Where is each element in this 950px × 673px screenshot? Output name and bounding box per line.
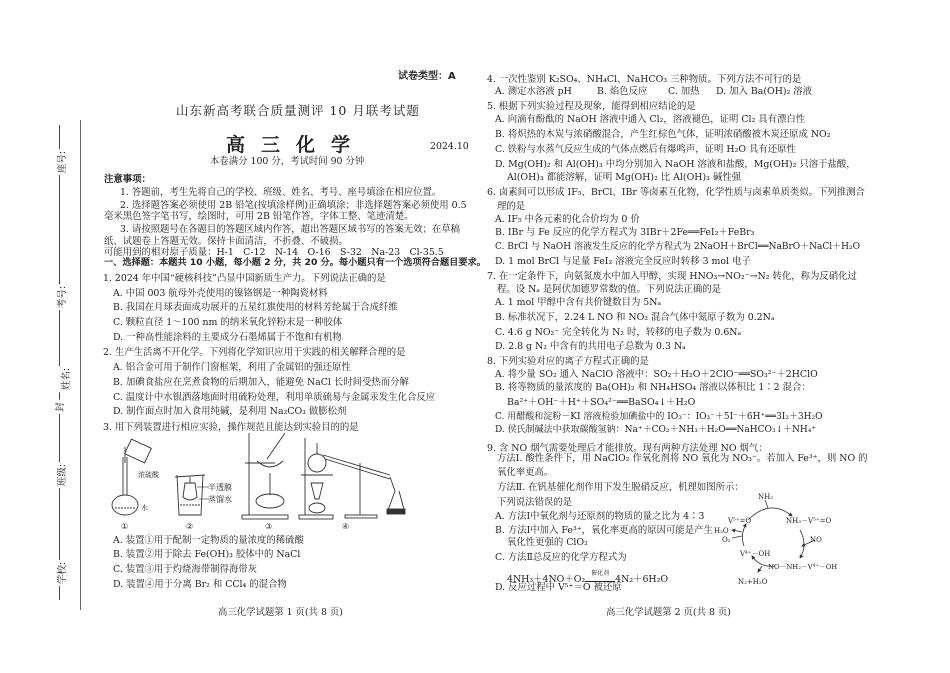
q9-option-d: D. 反应过程中 V⁵⁺＝O 被还原 xyxy=(495,582,622,593)
cycle-arrows xyxy=(732,500,815,572)
equation-reactants: 4NH₃＋4NO＋O₂ xyxy=(507,574,586,585)
q4-option-c: C. 加热 xyxy=(668,86,700,97)
q5-option-d-cont: Al(OH)₃ 都能溶解，证明 Mg(OH)₂ 比 Al(OH)₃ 碱性强 xyxy=(507,172,741,183)
notice-line: 1. 答题前，考生先将自己的学校、班级、姓名、考号、座号填涂在相应位置。 xyxy=(120,187,442,198)
atomic-masses: 可能用到的相对原子质量：H-1 C-12 N-14 O-16 S-32 Na-23 Cl-35.5 xyxy=(104,247,444,258)
apparatus-figure xyxy=(105,433,405,533)
notice-heading: 注意事项： xyxy=(104,174,151,185)
q9-option-b: B. 方法Ⅰ中加入 Fe³⁺，氧化率更高的原因可能是产生 xyxy=(495,525,713,536)
label-apparatus-4: ④ xyxy=(342,522,350,531)
q8-stem: 8. 下列实验对应的离子方程式正确的是 xyxy=(487,356,649,367)
q9-stem: 9. 含 NO 烟气需要处理后才能排放。现有两种方法处理 NO 烟气： xyxy=(487,443,768,454)
label-apparatus-3: ③ xyxy=(265,522,273,531)
q4-stem: 4. 一次性鉴别 K₂SO₄、NH₄Cl、NaHCO₃ 三种物质。下列方法不可行的是 xyxy=(487,74,802,85)
q2-option-b: B. 加碘食盐应在烹煮食物的后期加入，能避免 NaCl 长时间受热而分解 xyxy=(113,377,409,388)
q6-option-a: A. IF₅ 中各元素的化合价均为 0 价 xyxy=(495,214,640,225)
label-apparatus-2: ② xyxy=(186,522,194,531)
score-info: 本卷满分 100 分，考试时间 90 分钟 xyxy=(210,156,365,167)
q3-option-b: B. 装置②用于除去 Fe(OH)₃ 胶体中的 NaCl xyxy=(113,549,301,560)
q5-option-b: B. 将炽热的木炭与浓硝酸混合，产生红棕色气体，证明浓硝酸被木炭还原成 NO₂ xyxy=(495,129,831,140)
q1-stem: 1. 2024 年中国“硬核科技”凸显中国新质生产力。下列说法正确的是 xyxy=(103,273,386,284)
label-apparatus-1: ① xyxy=(121,522,129,531)
q6-stem-cont: 理的是 xyxy=(497,201,526,212)
exam-date: 2024.10 xyxy=(430,141,469,152)
class-label: 班级: xyxy=(54,462,68,488)
q9-option-c: C. 方法Ⅱ总反应的化学方程式为 xyxy=(495,552,627,563)
q1-option-a: A. 中国 003 航母外壳使用的镍铬钢是一种陶瓷材料 xyxy=(113,288,328,299)
q6-option-d: D. 1 mol BrCl 与足量 FeI₂ 溶液完全反应时转移 3 mol 电子 xyxy=(495,256,751,267)
q9-method-1-cont: 氧化率更高。 xyxy=(497,467,554,478)
q7-option-b: B. 标准状况下，2.24 L NO 和 NO₂ 混合气体中氮原子数为 0.2Nₐ xyxy=(495,312,775,323)
label-v4-oh: V⁴⁺－OH xyxy=(740,550,771,558)
q2-option-d: D. 制作面点时加入食用纯碱，是利用 Na₂CO₃ 做膨松剂 xyxy=(113,406,347,417)
q7-option-c: C. 4.6 g NO₂⁻ 完全转化为 N₂ 时，转移的电子数为 0.6Nₐ xyxy=(495,327,742,338)
label-complex: NO－NH₂－V⁴⁺－OH xyxy=(768,563,838,571)
fill-line xyxy=(59,125,60,600)
q3-option-a: A. 装置①用于配制一定物质的量浓度的稀硫酸 xyxy=(113,535,304,546)
q4-option-d: D. 加入 Ba(OH)₂ 溶液 xyxy=(716,86,813,97)
q5-option-a: A. 向滴有酚酞的 NaOH 溶液中通入 Cl₂，溶液褪色，证明 Cl₂ 具有漂白性 xyxy=(495,114,806,125)
q7-option-d: D. 2.8 g N₂ 中含有的共用电子总数为 0.3 Nₐ xyxy=(495,341,686,352)
q8-option-a: A. 将少量 SO₂ 通入 NaClO 溶液中：SO₂＋H₂O＋2ClO⁻══SO₃²⁻＋2HClO xyxy=(495,369,818,380)
label-o2: O₂ xyxy=(722,536,731,544)
subject-title: 高三化学 xyxy=(226,134,367,156)
label-water: 水 xyxy=(141,504,148,512)
label-no: NO xyxy=(810,536,822,544)
notice-line: 纸、试题卷上答题无效。保持卡面清洁，不折叠、不破损。 xyxy=(104,236,348,247)
label-distilled-water: 蒸馏水 xyxy=(208,495,232,504)
q5-option-d: D. Mg(OH)₂ 和 Al(OH)₃ 中均分别加入 NaOH 溶液和盐酸，Mg(OH)₂ 只溶于盐酸， xyxy=(495,159,856,170)
q1-option-b: B. 我国在月球表面成功展开的五星红旗使用的材料芳纶属于合成纤维 xyxy=(113,302,398,313)
notice-line: 2. 选择题答案必须使用 2B 铅笔(按填涂样例)正确填涂；非选择题答案必须使用 0.5 xyxy=(120,200,467,211)
dialysis-beaker-icon xyxy=(175,475,205,515)
q3-stem: 3. 用下列装置进行相应实验，操作规范且能达到实验目的的是 xyxy=(103,422,359,433)
q2-option-a: A. 铝合金可用于制作门窗框架，利用了金属铝的强还原性 xyxy=(113,362,351,373)
q7-stem-cont: 程。设 Nₐ 是阿伏加德罗常数的值。下列说法正确的是 xyxy=(497,284,722,295)
q5-stem: 5. 根据下列实验过程及现象，能得到相应结论的是 xyxy=(487,101,696,112)
equation-products: 4N₂＋6H₂O xyxy=(615,574,669,585)
label-n2-h2o: N₂+H₂O xyxy=(738,578,768,586)
q7-stem: 7. 在一定条件下，向氨氮废水中加入甲醇，实现 HNO₃→NO₂⁻→N₂ 转化，称为反硝化过 xyxy=(487,271,857,282)
q3-option-c: C. 装置③用于灼烧海带制得海带灰 xyxy=(113,564,258,575)
label-v5-o: V⁵⁺=O xyxy=(728,517,752,525)
name-label: 姓名: xyxy=(58,366,72,392)
q7-option-a: A. 1 mol 甲醇中含有共价键数目为 5Nₐ xyxy=(495,297,662,308)
q6-option-c: C. BrCl 与 NaOH 溶液发生反应的化学方程式为 2NaOH＋BrCl══NaBrO＋NaCl＋H₂O xyxy=(495,242,860,252)
q6-option-b: B. IBr 与 Fe 反应的化学方程式为 3IBr＋2Fe══FeI₂＋FeBr₃ xyxy=(495,227,755,238)
q8-option-c: C. 用醋酸和淀粉－KI 溶液检验加碘盐中的 IO₃⁻：IO₃⁻＋5I⁻＋6H⁺══3I₂＋3H₂O xyxy=(495,412,823,422)
q2-stem: 2. 生产生活离不开化学。下列将化学知识应用于实践的相关解释合理的是 xyxy=(103,347,406,358)
seal-line xyxy=(80,120,81,610)
page-footer: 高三化学试题第 1 页(共 8 页) xyxy=(218,607,343,618)
q9-method-2: 方法Ⅱ. 在钒基催化剂作用下发生脱硝反应，机理如图所示： xyxy=(497,482,744,493)
seal-mark: 封 xyxy=(52,400,66,414)
q2-option-c: C. 温度计中水银洒落地面时用硫粉处理，利用单质硫易与金属汞发生化合反应 xyxy=(113,392,436,403)
distillation-apparatus-icon xyxy=(299,438,405,519)
section-heading: 一、选择题：本题共 10 小题，每小题 2 分，共 20 分。每小题只有一个选项符合题目要求。 xyxy=(104,257,486,268)
evaporating-dish-stand-icon xyxy=(242,433,288,519)
seat-number-label: 座号: xyxy=(54,149,68,175)
exam-number-label: 考号: xyxy=(54,284,68,310)
q6-stem: 6. 卤素间可以形成 IF₅、BrCl、IBr 等卤素互化物，化学性质与卤素单质类似。下列推测合 xyxy=(487,187,865,198)
q8-option-b-equation: Ba²⁺＋OH⁻＋H⁺＋SO₄²⁻══BaSO₄↓＋H₂O xyxy=(507,397,696,408)
q3-option-d: D. 装置④用于分离 Br₂ 和 CCl₄ 的混合物 xyxy=(113,579,287,590)
q4-option-a: A. 测定水溶液 pH xyxy=(495,86,572,97)
catalyst-arrow xyxy=(585,570,615,582)
label-h2o: H₂O xyxy=(714,527,729,535)
label-membrane: 半透膜 xyxy=(208,483,232,492)
q8-option-b: B. 将等物质的量浓度的 Ba(OH)₂ 和 NH₄HSO₄ 溶液以体积比 1∶2 混合： xyxy=(495,382,811,393)
q8-option-d: D. 侯氏制碱法中获取碳酸氢钠：Na⁺＋CO₂＋NH₃＋H₂O══NaHCO₃↓＋NH₄⁺ xyxy=(495,425,817,435)
q9-ask: 下列说法错误的是 xyxy=(497,497,573,508)
paper-type: 试卷类型：A xyxy=(398,71,456,82)
q9-method-1: 方法Ⅰ. 酸性条件下，用 NaClO₂ 作氧化剂将 NO 氧化为 NO₃⁻。若加入 Fe³⁺，则 NO 的 xyxy=(497,453,868,464)
exam-title: 山东新高考联合质量测评 10 月联考试题 xyxy=(176,103,420,118)
notice-line: 3. 请按照题号在各题目的答题区域内作答，超出答题区域书写的答案无效；在草稿 xyxy=(120,224,461,235)
label-nh3-v5-o: NH₃－V⁵⁺=O xyxy=(786,517,832,525)
label-nh3: NH₃ xyxy=(758,493,774,501)
school-label: 学校: xyxy=(54,560,68,586)
q9-option-a: A. 方法Ⅰ中氧化剂与还原剂的物质的量之比为 4∶3 xyxy=(495,511,705,522)
catalyst-label: 催化剂 xyxy=(591,570,610,577)
page-footer: 高三化学试题第 2 页(共 8 页) xyxy=(606,607,731,618)
q9-option-b-cont: 氧化性更强的 ClO₂ xyxy=(507,537,588,548)
label-acid: 浓硫酸 xyxy=(138,471,159,479)
catalytic-mechanism-diagram xyxy=(714,490,870,590)
notice-line: 毫米黑色签字笔书写，绘图时，可用 2B 铅笔作答，字体工整、笔迹清楚。 xyxy=(104,211,414,222)
q1-option-c: C. 颗粒直径 1～100 nm 的纳米氧化锌粉末是一种胶体 xyxy=(113,317,343,328)
q5-option-c: C. 铁粉与水蒸气反应生成的气体点燃后有爆鸣声，证明 H₂O 具有还原性 xyxy=(495,144,796,155)
q1-option-d: D. 一种高性能涂料的主要成分石墨烯属于不饱和有机物 xyxy=(113,332,342,343)
q4-option-b: B. 焰色反应 xyxy=(597,86,648,97)
